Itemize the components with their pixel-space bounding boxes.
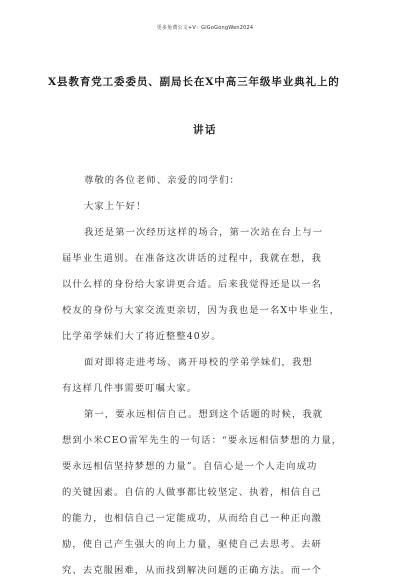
body-line: 究、去克服困难，从而找到解决问题的正确方法。而一个 <box>62 565 322 576</box>
greeting: 大家上午好！ <box>84 201 147 212</box>
document-title-line-1: X县教育党工委委员、副局长在X中高三年级毕业典礼上的 <box>48 76 340 88</box>
body-line: 校友的身份与大家交流更亲切，因为我也是一名X中毕业生， <box>62 305 341 316</box>
body-line: 比学弟学妹们大了将近整整40岁。 <box>62 331 222 342</box>
body-line: 我还是第一次经历这样的场合，第一次站在台上与一 <box>84 227 324 238</box>
body-line: 想到小米CEO雷军先生的一句话：“要永远相信梦想的力量， <box>62 435 343 446</box>
body-line: 届毕业生道别。在准备这次讲话的过程中，我就在想，我 <box>62 253 322 264</box>
body-line: 第一，要永远相信自己。想到这个话题的时候，我就 <box>84 409 324 420</box>
document-title-line-2: 讲话 <box>193 124 217 136</box>
body-line: 以什么样的身份给大家讲更合适。后来我觉得还是以一名 <box>62 279 322 290</box>
body-line: 励，使自己产生强大的向上力量，驱使自己去思考、去研 <box>62 539 322 550</box>
body-line: 有这样几件事需要叮嘱大家。 <box>62 383 198 394</box>
body-line: 的能力，也相信自己一定能成功，从而给自己一种正向激 <box>62 513 322 524</box>
body-line: 面对即将走进考场、离开母校的学弟学妹们，我想 <box>84 357 313 368</box>
salutation: 尊敬的各位老师、亲爱的同学们： <box>84 175 240 186</box>
body-line: 的关键因素。自信的人做事都比较坚定、执着，相信自己 <box>62 487 322 498</box>
body-line: 要永远相信坚持梦想的力量”。自信心是一个人走向成功 <box>62 461 318 472</box>
header-note: 更多免费公文+V：GiGoGongWen2024 <box>156 25 254 31</box>
